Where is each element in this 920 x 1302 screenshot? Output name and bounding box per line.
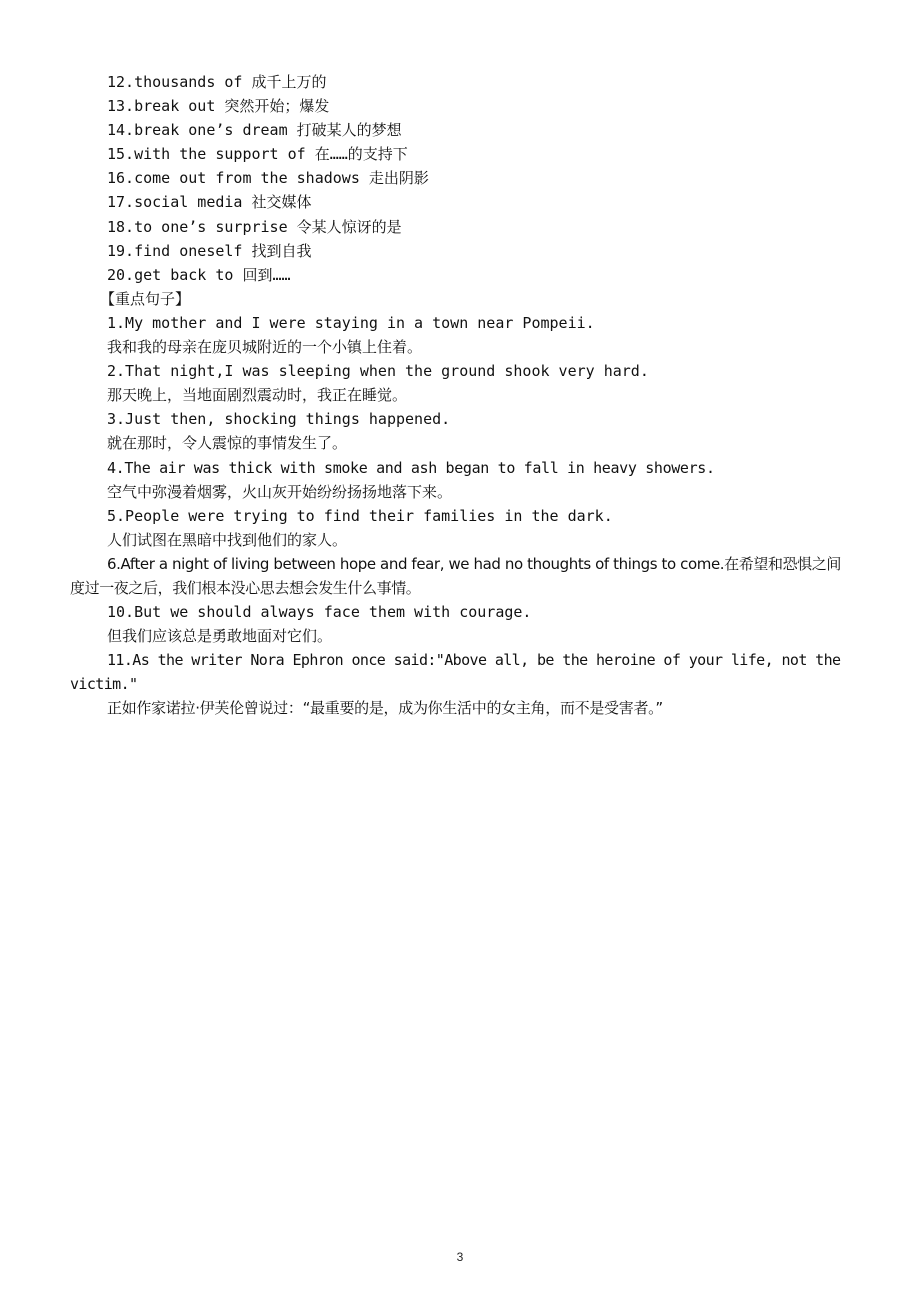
document-body bbox=[70, 70, 852, 721]
sentence-chinese: 但我们应该总是勇敢地面对它们。 bbox=[107, 627, 333, 646]
sentence-chinese: 正如作家诺拉·伊芙伦曾说过：“最重要的是，成为你生活中的女主角，而不是受害者。” bbox=[107, 699, 663, 718]
phrase-item: 14.break one’s dream 打破某人的梦想 bbox=[107, 121, 402, 140]
phrase-list bbox=[70, 70, 852, 287]
sentence-chinese: 空气中弥漫着烟雾，火山灰开始纷纷扬扬地落下来。 bbox=[107, 482, 453, 501]
sentence-english: 3.Just then, shocking things happened. bbox=[107, 410, 451, 429]
sentence-english: 5.People were trying to find their families in the dark. bbox=[107, 506, 613, 525]
sentence-english: 4.The air was thick with smoke and ash began to fall in heavy showers. bbox=[107, 458, 715, 477]
phrase-item: 15.with the support of 在……的支持下 bbox=[107, 145, 408, 164]
sentence-chinese: 那天晚上，当地面剧烈震动时，我正在睡觉。 bbox=[107, 386, 408, 405]
sentence-english: 10.But we should always face them with courage. bbox=[107, 603, 532, 622]
section-heading: 【重点句子】 bbox=[100, 289, 191, 308]
sentence-english: 1.My mother and I were staying in a town near Pompeii. bbox=[107, 313, 595, 332]
phrase-item: 18.to one’s surprise 令某人惊讶的是 bbox=[107, 217, 402, 236]
phrase-item: 16.come out from the shadows 走出阴影 bbox=[107, 169, 429, 188]
sentence-chinese: 人们试图在黑暗中找到他们的家人。 bbox=[107, 530, 348, 549]
sentence-chinese: 我和我的母亲在庞贝城附近的一个小镇上住着。 bbox=[107, 338, 423, 357]
sentence-chinese: 就在那时，令人震惊的事情发生了。 bbox=[107, 434, 348, 453]
phrase-item: 20.get back to 回到…… bbox=[107, 265, 291, 284]
sentence-english: 6.After a night of living between hope and fear, we had no thoughts of things to come.在希望和恐惧之间度过一夜之后，我们根本没心思去想会发生什么事情。 bbox=[70, 554, 841, 597]
sentence-english: 2.That night,I was sleeping when the ground shook very hard. bbox=[107, 362, 649, 381]
phrase-item: 19.find oneself 找到自我 bbox=[107, 241, 312, 260]
phrase-item: 13.break out 突然开始；爆发 bbox=[107, 97, 330, 116]
phrase-item: 17.social media 社交媒体 bbox=[107, 193, 312, 212]
sentence-english: 11.As the writer Nora Ephron once said:"Above all, be the heroine of your life, not the victim." bbox=[70, 651, 841, 694]
sentence-list bbox=[70, 311, 852, 721]
phrase-item: 12.thousands of 成千上万的 bbox=[107, 73, 327, 91]
page-number: 3 bbox=[456, 1250, 464, 1264]
